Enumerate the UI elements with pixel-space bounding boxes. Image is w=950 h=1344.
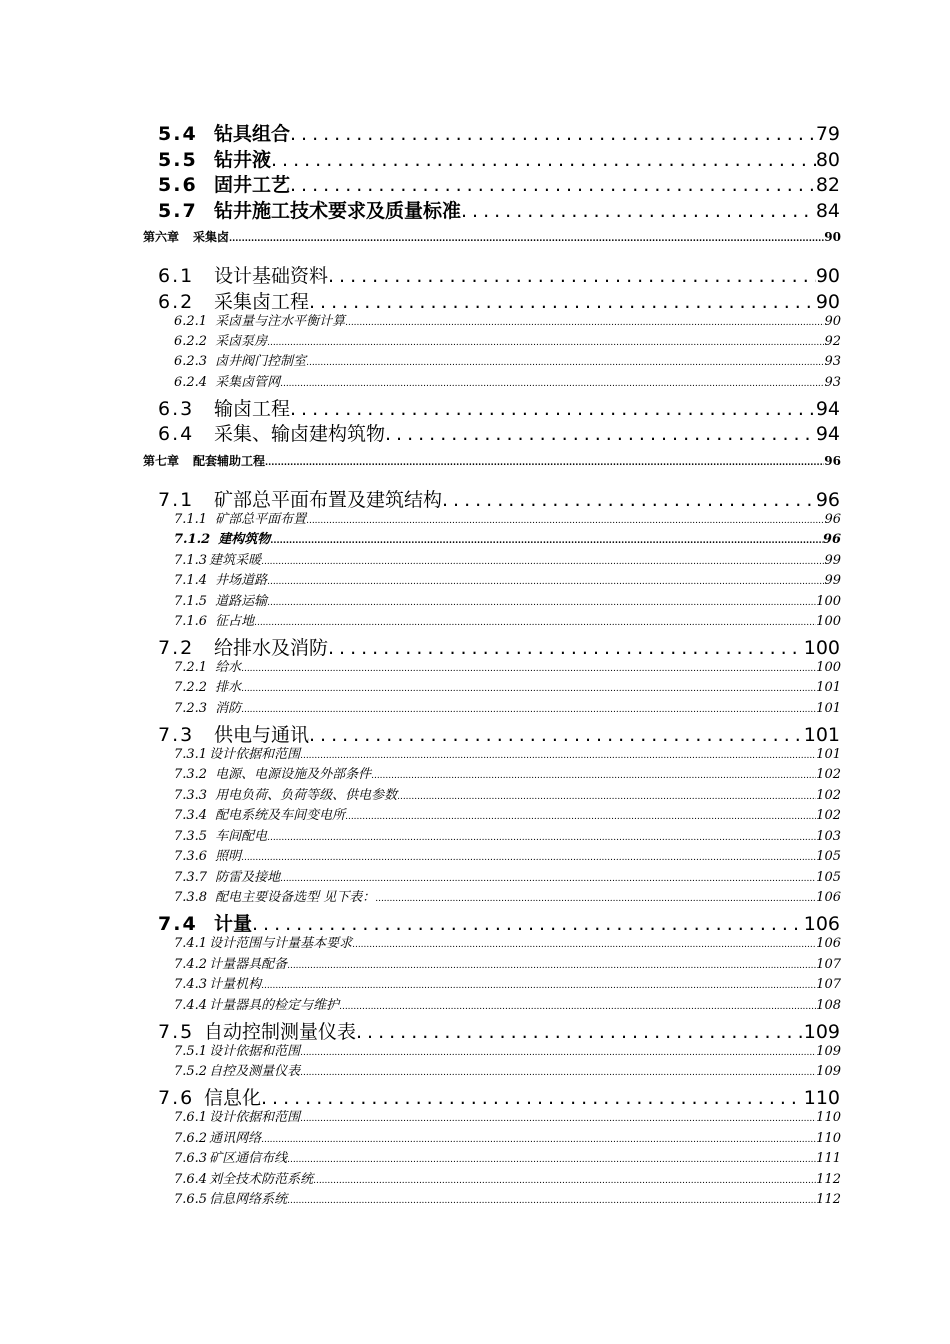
- toc-entry-page-number: 111: [816, 1151, 841, 1166]
- toc-entry-number: 第六章: [143, 230, 180, 244]
- toc-entry-title: 照明: [215, 849, 242, 864]
- toc-entry-number: 7.4: [158, 913, 198, 935]
- toc-entry-number: 7.5.2: [174, 1064, 208, 1079]
- toc-entry[interactable]: [0, 1147, 841, 1167]
- dot-leader: [371, 771, 816, 781]
- dot-leader: [241, 705, 816, 715]
- dot-leader: [261, 557, 824, 567]
- toc-entry-title: 信息网络系统: [209, 1192, 288, 1207]
- toc-entry-title: 钻井液: [214, 149, 272, 171]
- dot-leader: [461, 200, 816, 222]
- toc-entry-title: 矿部总平面布置及建筑结构: [214, 489, 443, 511]
- toc-entry-title: 输卤工程: [214, 398, 291, 420]
- toc-entry-title: 采卤泵房: [215, 334, 268, 349]
- toc-entry[interactable]: [0, 1127, 841, 1147]
- toc-entry-title: 采集卤管网: [215, 375, 281, 390]
- toc-entry-page-number: 96: [822, 532, 841, 547]
- toc-entry[interactable]: [0, 1168, 841, 1188]
- toc-entry-page-number: 103: [816, 829, 841, 844]
- dot-leader: [375, 894, 816, 904]
- toc-entry-number: 5.5: [158, 149, 198, 171]
- toc-entry[interactable]: [0, 804, 841, 824]
- dot-leader: [265, 458, 824, 468]
- toc-entry[interactable]: [0, 845, 841, 865]
- dot-leader: [290, 123, 816, 145]
- toc-entry-page-number: 99: [824, 553, 841, 568]
- toc-entry[interactable]: [0, 419, 840, 445]
- toc-entry-page-number: 101: [816, 680, 841, 695]
- toc-entry-title: 征占地: [215, 614, 255, 629]
- toc-entry-title: 采卤量与注水平衡计算: [215, 314, 346, 329]
- toc-entry-page-number: 94: [815, 398, 840, 420]
- toc-entry-number: 7.1.3: [174, 553, 208, 568]
- toc-entry-number: 7.2.1: [174, 660, 208, 675]
- toc-entry-title: 防雷及接地: [215, 870, 281, 885]
- toc-entry[interactable]: [0, 1060, 841, 1080]
- dot-leader: [397, 792, 816, 802]
- toc-entry-page-number: 92: [824, 334, 841, 349]
- toc-entry-page-number: 108: [816, 998, 841, 1013]
- toc-entry[interactable]: [0, 1040, 841, 1060]
- toc-entry-title: 计量: [214, 913, 253, 935]
- toc-entry-title: 钻具组合: [214, 123, 291, 145]
- toc-entry-title: 建构筑物: [218, 532, 271, 547]
- dot-leader: [287, 961, 816, 971]
- dot-leader: [290, 174, 816, 196]
- toc-entry-page-number: 84: [815, 200, 840, 222]
- toc-entry[interactable]: [0, 330, 841, 350]
- toc-entry-number: 7.6.1: [174, 1110, 208, 1125]
- toc-entry-page-number: 100: [816, 614, 841, 629]
- toc-entry-number: 7.1: [158, 489, 195, 511]
- toc-entry[interactable]: [0, 170, 840, 196]
- toc-entry-title: 矿部总平面布置: [215, 512, 307, 527]
- toc-entry-number: 7.3.4: [174, 808, 208, 823]
- dot-leader: [241, 853, 816, 863]
- toc-entry-title: 井场道路: [215, 573, 268, 588]
- toc-entry-number: 7.6: [158, 1087, 195, 1109]
- toc-entry[interactable]: [0, 784, 841, 804]
- toc-entry[interactable]: [0, 825, 841, 845]
- toc-entry-number: 7.4.3: [174, 977, 208, 992]
- toc-entry-title: 设计基础资料: [214, 265, 329, 287]
- toc-entry-page-number: 105: [816, 849, 841, 864]
- toc-entry-page-number: 94: [815, 423, 840, 445]
- toc-entry[interactable]: [0, 932, 841, 952]
- toc-entry-number: 7.4.1: [174, 936, 208, 951]
- toc-entry-number: 6.3: [158, 398, 195, 420]
- toc-entry-title: 计量器具的检定与维护: [209, 998, 340, 1013]
- toc-entry[interactable]: [0, 528, 841, 548]
- toc-entry-title: 采集卤工程: [214, 291, 310, 313]
- dot-leader: [306, 516, 824, 526]
- toc-entry-number: 6.2: [158, 291, 195, 313]
- toc-entry-page-number: 99: [824, 573, 841, 588]
- toc-entry-title: 配套辅助工程: [193, 454, 266, 468]
- toc-entry-number: 7.4.2: [174, 957, 208, 972]
- toc-entry[interactable]: [0, 886, 841, 906]
- toc-entry-page-number: 101: [803, 724, 840, 746]
- toc-entry[interactable]: [0, 310, 841, 330]
- toc-entry[interactable]: [0, 261, 840, 287]
- dot-leader: [300, 1114, 816, 1124]
- toc-entry-page-number: 90: [815, 291, 840, 313]
- toc-entry-number: 7.5: [158, 1021, 195, 1043]
- dot-leader: [313, 1176, 816, 1186]
- toc-entry-number: 7.3.8: [174, 890, 208, 905]
- toc-entry-page-number: 109: [803, 1021, 840, 1043]
- toc-entry-number: 第七章: [143, 454, 180, 468]
- toc-entry[interactable]: [0, 1106, 841, 1126]
- dot-leader: [345, 318, 824, 328]
- toc-entry-number: 6.1: [158, 265, 195, 287]
- toc-entry-number: 7.1.2: [174, 532, 211, 547]
- toc-entry-number: 7.6.5: [174, 1192, 208, 1207]
- toc-entry-number: 6.2.3: [174, 354, 208, 369]
- toc-entry-title: 通讯网络: [209, 1131, 262, 1146]
- dot-leader: [300, 1068, 816, 1078]
- toc-entry-title: 设计范围与计量基本要求: [209, 936, 353, 951]
- toc-entry-page-number: 102: [816, 808, 841, 823]
- toc-entry[interactable]: [0, 371, 841, 391]
- toc-entry[interactable]: [0, 569, 841, 589]
- dot-leader: [267, 338, 824, 348]
- toc-entry-page-number: 112: [816, 1192, 841, 1207]
- toc-entry-title: 道路运输: [215, 594, 268, 609]
- toc-entry-title: 计量机构: [209, 977, 262, 992]
- dot-leader: [300, 1048, 816, 1058]
- toc-entry-title: 供电与通讯: [214, 724, 310, 746]
- toc-entry-number: 7.1.6: [174, 614, 208, 629]
- toc-entry-title: 设计依据和范围: [209, 1110, 301, 1125]
- toc-entry-page-number: 96: [824, 512, 841, 527]
- toc-entry-number: 7.1.5: [174, 594, 208, 609]
- toc-entry-page-number: 107: [816, 957, 841, 972]
- toc-entry-number: 7.2: [158, 637, 195, 659]
- toc-entry-page-number: 96: [815, 489, 840, 511]
- toc-entry-page-number: 93: [824, 354, 841, 369]
- toc-entry[interactable]: [0, 697, 841, 717]
- toc-entry-title: 车间配电: [215, 829, 268, 844]
- toc-entry-page-number: 100: [816, 594, 841, 609]
- dot-leader: [300, 751, 816, 761]
- toc-entry-page-number: 110: [803, 1087, 840, 1109]
- toc-entry-page-number: 106: [816, 890, 841, 905]
- dot-leader: [345, 812, 816, 822]
- toc-entry-title: 刘全技术防范系统: [209, 1172, 314, 1187]
- toc-entry-page-number: 100: [816, 660, 841, 675]
- dot-leader: [229, 234, 824, 244]
- toc-entry-title: 建筑采暖: [209, 553, 262, 568]
- toc-entry-page-number: 100: [803, 637, 840, 659]
- toc-entry-number: 7.6.2: [174, 1131, 208, 1146]
- dot-leader: [261, 1135, 816, 1145]
- toc-entry-number: 7.1.4: [174, 573, 208, 588]
- toc-entry-title: 采集、输卤建构筑物: [214, 423, 386, 445]
- toc-entry[interactable]: [0, 763, 841, 783]
- toc-entry[interactable]: [0, 656, 841, 676]
- toc-entry[interactable]: [0, 508, 841, 528]
- toc-entry-number: 7.3.5: [174, 829, 208, 844]
- dot-leader: [280, 874, 816, 884]
- toc-entry[interactable]: [0, 145, 840, 171]
- toc-entry-number: 7.1.1: [174, 512, 208, 527]
- dot-leader: [328, 265, 816, 287]
- toc-entry-number: 7.3.6: [174, 849, 208, 864]
- dot-leader: [254, 618, 816, 628]
- toc-entry-number: 6.2.1: [174, 314, 208, 329]
- dot-leader: [280, 379, 824, 389]
- dot-leader: [287, 1155, 816, 1165]
- dot-leader: [267, 833, 816, 843]
- toc-entry-page-number: 102: [816, 788, 841, 803]
- toc-entry-number: 5.4: [158, 123, 198, 145]
- toc-entry-page-number: 90: [824, 230, 841, 244]
- toc-entry[interactable]: [0, 743, 841, 763]
- toc-entry-number: 5.6: [158, 174, 198, 196]
- toc-entry-page-number: 106: [816, 936, 841, 951]
- toc-entry-number: 7.5.1: [174, 1044, 208, 1059]
- toc-entry-page-number: 109: [816, 1064, 841, 1079]
- toc-entry[interactable]: [0, 196, 840, 222]
- toc-entry[interactable]: [0, 452, 841, 470]
- toc-entry-page-number: 112: [816, 1172, 841, 1187]
- toc-entry-title: 设计依据和范围: [209, 747, 301, 762]
- toc-entry-title: 固井工艺: [214, 174, 291, 196]
- dot-leader: [385, 423, 816, 445]
- toc-entry-page-number: 80: [815, 149, 840, 171]
- dot-leader: [339, 1002, 816, 1012]
- toc-entry-title: 自动控制测量仪表: [204, 1021, 357, 1043]
- toc-entry[interactable]: [0, 953, 841, 973]
- toc-entry[interactable]: [0, 973, 841, 993]
- toc-entry-title: 信息化: [204, 1087, 262, 1109]
- toc-entry-page-number: 107: [816, 977, 841, 992]
- toc-entry-number: 7.3.7: [174, 870, 208, 885]
- toc-entry-number: 6.2.2: [174, 334, 208, 349]
- toc-entry-number: 7.4.4: [174, 998, 208, 1013]
- dot-leader: [267, 577, 824, 587]
- toc-entry-page-number: 102: [816, 767, 841, 782]
- toc-entry[interactable]: [0, 866, 841, 886]
- toc-entry-number: 7.2.2: [174, 680, 208, 695]
- toc-entry-page-number: 109: [816, 1044, 841, 1059]
- dot-leader: [271, 149, 816, 171]
- toc-entry-title: 卤井阀门控制室: [215, 354, 307, 369]
- toc-entry-number: 6.4: [158, 423, 195, 445]
- dot-leader: [241, 684, 816, 694]
- toc-entry-page-number: 90: [815, 265, 840, 287]
- toc-entry-number: 7.3.3: [174, 788, 208, 803]
- dot-leader: [306, 358, 824, 368]
- toc-entry-title: 计量器具配备: [209, 957, 288, 972]
- toc-entry-title: 自控及测量仪表: [209, 1064, 301, 1079]
- toc-entry-number: 7.3.1: [174, 747, 208, 762]
- toc-entry[interactable]: [0, 994, 841, 1014]
- dot-leader: [287, 1196, 816, 1206]
- toc-entry-page-number: 110: [816, 1110, 841, 1125]
- dot-leader: [267, 598, 816, 608]
- toc-entry-title: 配电主要设备选型 见下表：: [215, 890, 376, 905]
- dot-leader: [352, 940, 816, 950]
- dot-leader: [290, 398, 816, 420]
- toc-entry[interactable]: [0, 1188, 841, 1208]
- toc-entry-number: 7.3.2: [174, 767, 208, 782]
- toc-entry-number: 7.2.3: [174, 701, 208, 716]
- toc-entry[interactable]: [0, 394, 840, 420]
- dot-leader: [270, 536, 823, 546]
- toc-entry-page-number: 101: [816, 701, 841, 716]
- toc-entry[interactable]: [0, 549, 841, 569]
- toc-entry[interactable]: [0, 119, 840, 145]
- toc-entry-title: 电源、电源设施及外部条件: [215, 767, 372, 782]
- toc-entry-title: 给排水及消防: [214, 637, 329, 659]
- toc-entry-number: 7.3: [158, 724, 195, 746]
- toc-entry-page-number: 96: [824, 454, 841, 468]
- toc-entry-title: 设计依据和范围: [209, 1044, 301, 1059]
- toc-entry-page-number: 93: [824, 375, 841, 390]
- toc-entry-page-number: 101: [816, 747, 841, 762]
- toc-entry-page-number: 105: [816, 870, 841, 885]
- toc-entry-number: 6.2.4: [174, 375, 208, 390]
- toc-entry[interactable]: [0, 350, 841, 370]
- toc-entry-page-number: 110: [816, 1131, 841, 1146]
- toc-entry-page-number: 90: [824, 314, 841, 329]
- toc-entry-title: 消防: [215, 701, 242, 716]
- toc-entry[interactable]: [0, 228, 841, 246]
- toc-entry-number: 5.7: [158, 200, 198, 222]
- toc-entry-title: 排水: [215, 680, 242, 695]
- toc-entry-page-number: 79: [815, 123, 840, 145]
- toc-entry-number: 7.6.4: [174, 1172, 208, 1187]
- toc-entry-title: 采集卤: [193, 230, 230, 244]
- toc-entry-title: 配电系统及车间变电所: [215, 808, 346, 823]
- toc-entry-page-number: 106: [803, 913, 840, 935]
- toc-entry-title: 给水: [215, 660, 242, 675]
- toc-entry-title: 钻井施工技术要求及质量标准: [214, 200, 462, 222]
- toc-entry-page-number: 82: [815, 174, 840, 196]
- toc-entry[interactable]: [0, 610, 841, 630]
- toc-entry[interactable]: [0, 590, 841, 610]
- toc-entry-number: 7.6.3: [174, 1151, 208, 1166]
- toc-entry-title: 矿区通信布线: [209, 1151, 288, 1166]
- dot-leader: [241, 664, 816, 674]
- toc-entry-title: 用电负荷、负荷等级、供电参数: [215, 788, 398, 803]
- dot-leader: [261, 981, 816, 991]
- toc-entry[interactable]: [0, 676, 841, 696]
